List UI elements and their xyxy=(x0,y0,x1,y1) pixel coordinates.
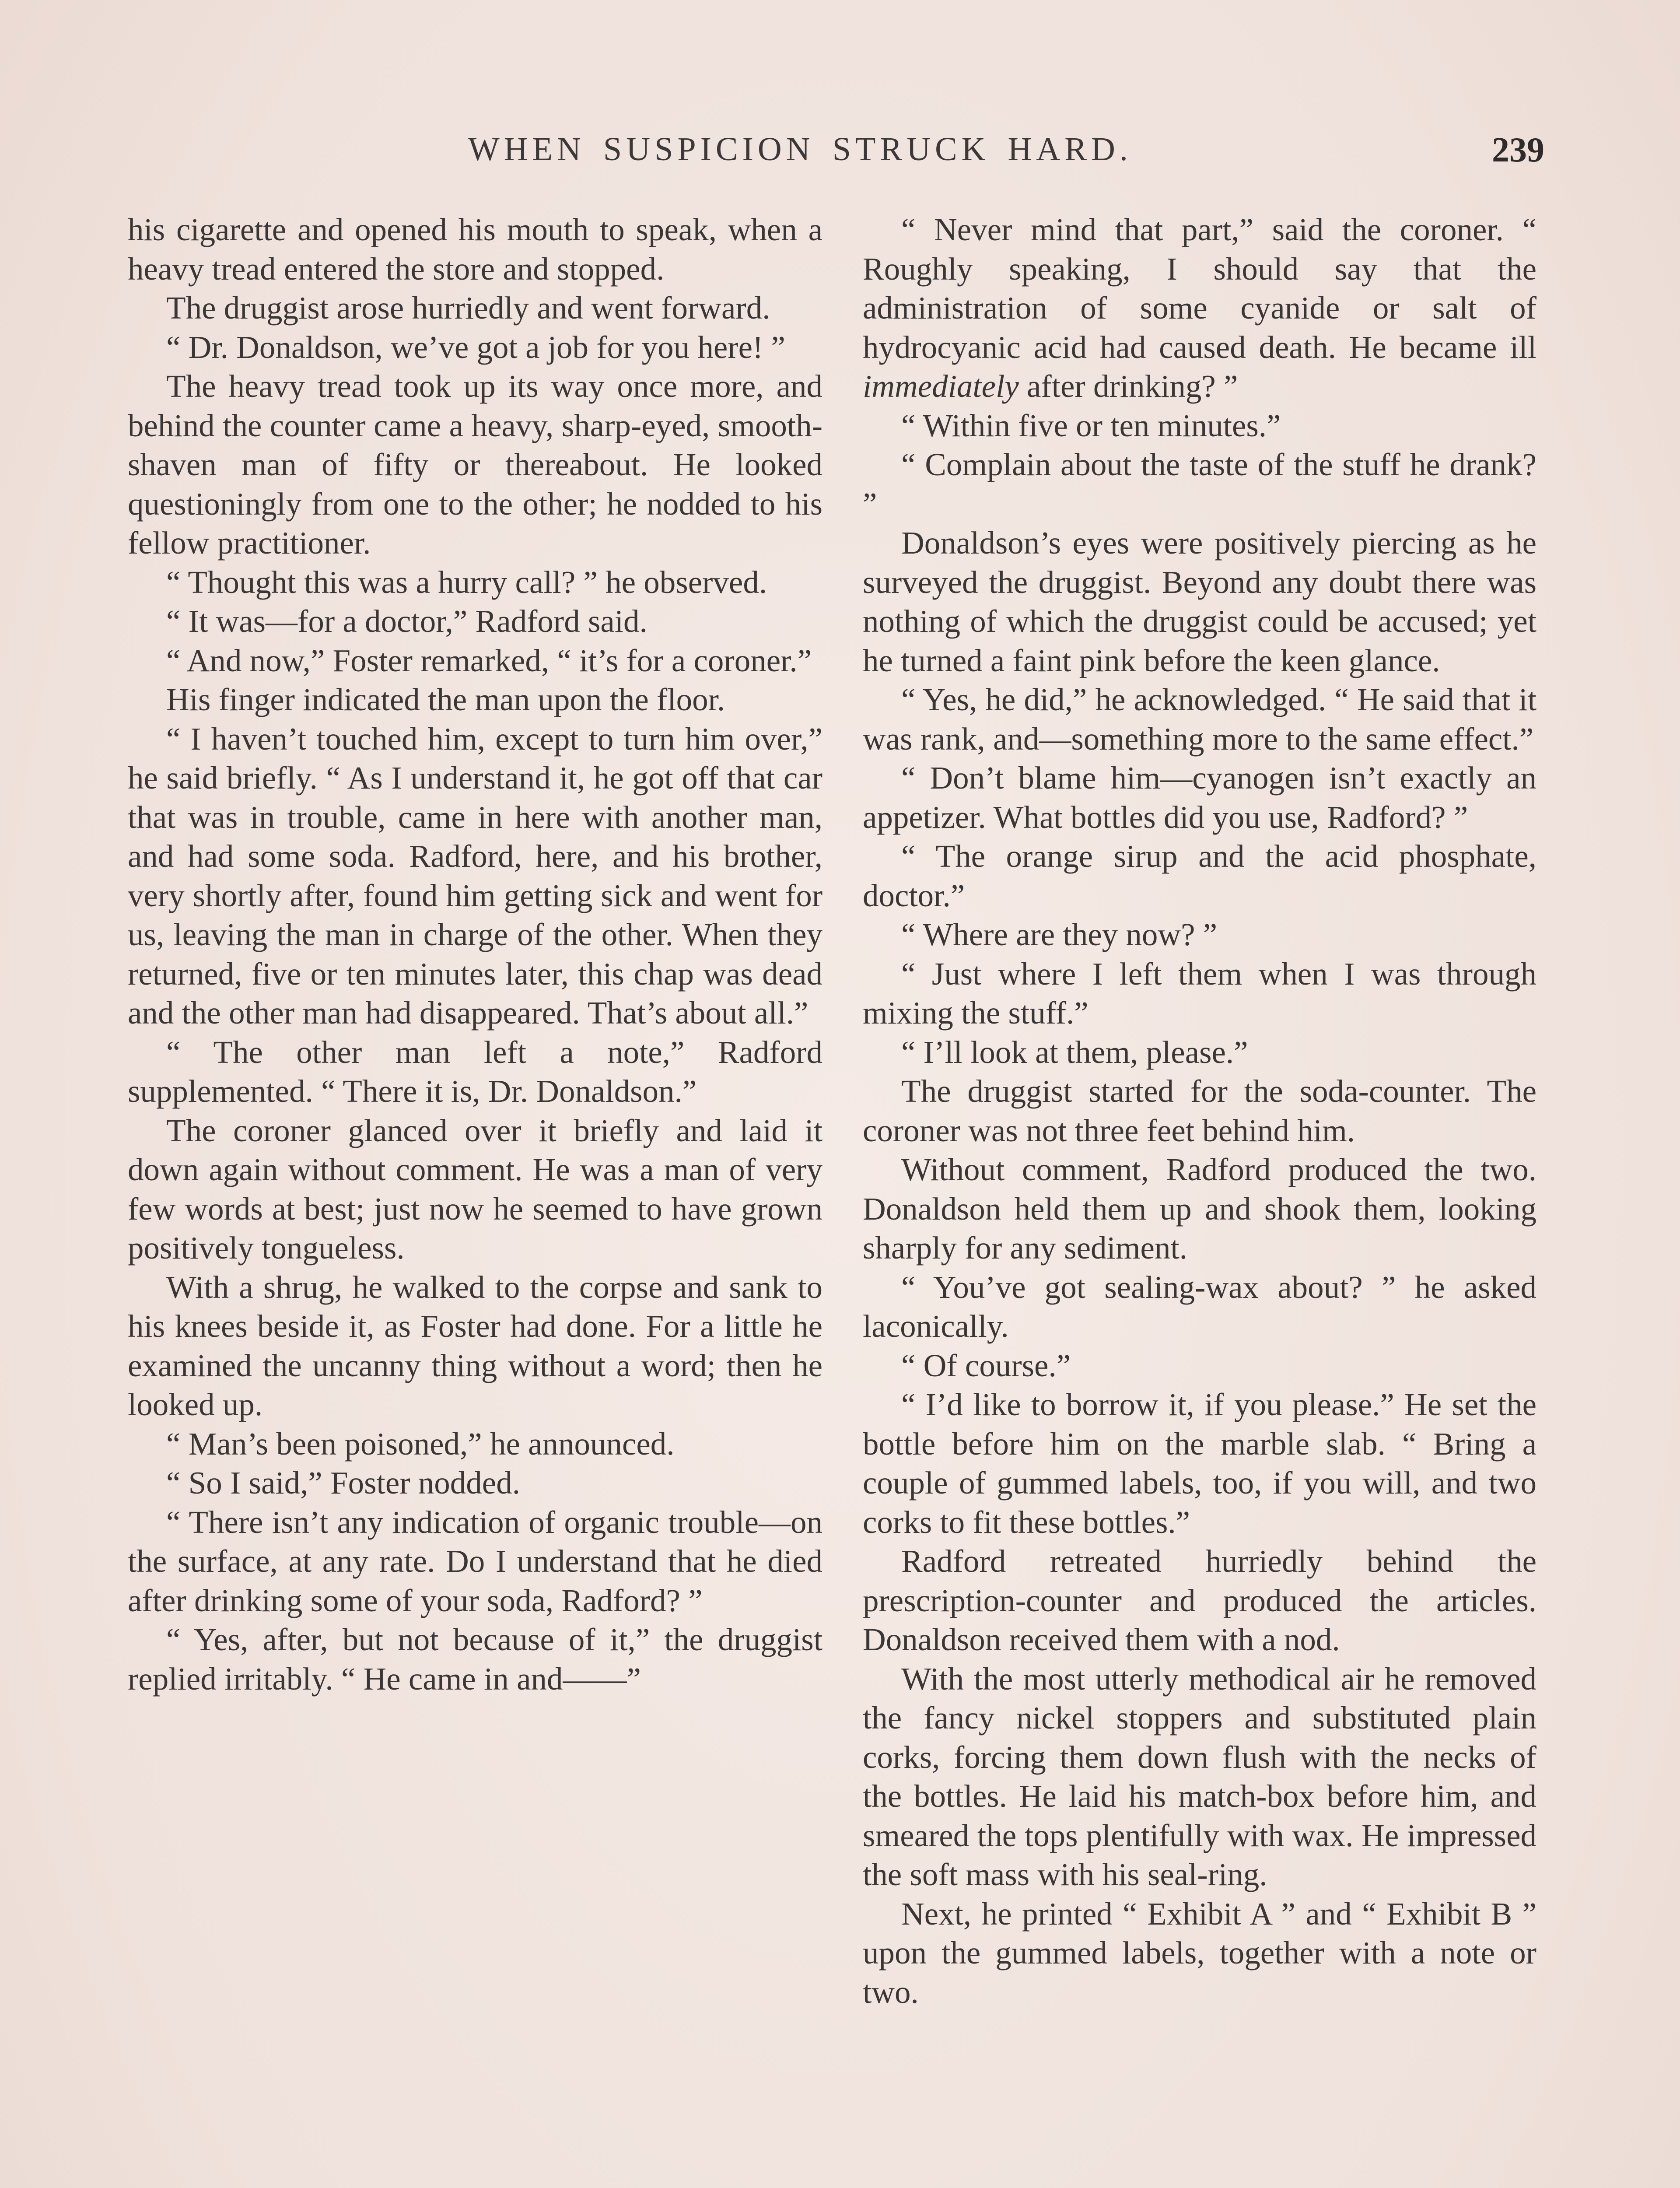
paragraph: “ Don’t blame him—cyanogen isn’t exactly an appetizer. What bottles did you use, Radford? ” xyxy=(863,760,1536,835)
paragraph: “ I haven’t touched him, except to turn him over,” he said briefly. “ As I understand it, he got off that car that was in trouble, came in here with another man, and had some soda. Radford, here, and his brother, very shortly after, found him getting sick and went for us, leaving the man in charge of the other. When they returned, five or ten minutes later, this chap was dead and the other man had disappeared. That’s about all.” xyxy=(128,721,822,1031)
paragraph: “ Just where I left them when I was through mixing the stuff.” xyxy=(863,956,1536,1031)
paragraph: his cigarette and opened his mouth to speak, when a heavy tread entered the store and stopped. xyxy=(128,212,822,287)
paragraph: “ It was—for a doctor,” Radford said. xyxy=(166,603,648,639)
paragraph: Donaldson’s eyes were positively piercing as he surveyed the druggist. Beyond any doubt there was nothing of which the druggist could be accused; yet he turned a faint pink before the keen glance. xyxy=(863,525,1536,678)
page-header xyxy=(468,130,1544,179)
paragraph: “ You’ve got sealing-wax about? ” he asked laconically. xyxy=(863,1269,1536,1344)
page-number: 239 xyxy=(1492,131,1544,169)
paragraph: “ Yes, he did,” he acknowledged. “ He said that it was rank, and—something more to the same effect.” xyxy=(863,682,1536,757)
paragraph: The coroner glanced over it briefly and laid it down again without comment. He was a man of very few words at best; just now he seemed to have grown positively tongueless. xyxy=(128,1112,822,1266)
running-title: WHEN SUSPICION STRUCK HARD. xyxy=(468,131,1132,168)
left-column xyxy=(128,210,822,1698)
paragraph: Radford retreated hurriedly behind the prescription-counter and produced the articles. Donaldson received them with a nod. xyxy=(863,1543,1536,1657)
paragraph: “ Within five or ten minutes.” xyxy=(901,407,1281,443)
paragraph xyxy=(863,210,1536,406)
paragraph: His finger indicated the man upon the floor. xyxy=(166,682,725,717)
paragraph: “ I’d like to borrow it, if you please.” He set the bottle before him on the marble slab. “ Bring a couple of gummed labels, too, if you will, and two corks to fit these bottles.” xyxy=(863,1387,1536,1540)
paragraph: The heavy tread took up its way once more, and behind the counter came a heavy, sharp-eyed, smooth-shaven man of fifty or thereabout. He looked questioningly from one to the other; he nodded to his fellow practitioner. xyxy=(128,368,822,561)
paragraph: “ There isn’t any indication of organic trouble—on the surface, at any rate. Do I understand that he died after drinking some of your soda, Radford? ” xyxy=(128,1504,822,1618)
paragraph: “ Complain about the taste of the stuff he drank? ” xyxy=(863,447,1536,522)
paragraph: “ Yes, after, but not because of it,” the druggist replied irritably. “ He came in and——” xyxy=(128,1622,822,1697)
right-column xyxy=(863,210,1536,2012)
paragraph: “ The orange sirup and the acid phosphate, doctor.” xyxy=(863,838,1536,913)
italic-emphasis: immediately xyxy=(863,368,1019,404)
paragraph: With a shrug, he walked to the corpse and sank to his knees beside it, as Foster had done. For a little he examined the uncanny thing without a word; then he looked up. xyxy=(128,1269,822,1422)
paragraph-text: “ Never mind that part,” said the coroner. “ Roughly speaking, I should say that the administration of some cyanide or salt of hydrocyanic acid had caused death. He became ill xyxy=(863,212,1536,365)
paragraph: “ So I said,” Foster nodded. xyxy=(166,1465,520,1501)
paragraph: Without comment, Radford produced the two. Donaldson held them up and shook them, looking sharply for any sediment. xyxy=(863,1152,1536,1266)
paragraph: The druggist arose hurriedly and went forward. xyxy=(166,290,770,326)
paragraph: “ Dr. Donaldson, we’ve got a job for you here! ” xyxy=(166,329,785,365)
paragraph: “ I’ll look at them, please.” xyxy=(901,1034,1248,1070)
paragraph: Next, he printed “ Exhibit A ” and “ Exhibit B ” upon the gummed labels, together with a note or two. xyxy=(863,1896,1536,2010)
paragraph: “ The other man left a note,” Radford supplemented. “ There it is, Dr. Donaldson.” xyxy=(128,1034,822,1109)
paragraph-text: after drinking? ” xyxy=(1027,368,1238,404)
paragraph: “ Thought this was a hurry call? ” he observed. xyxy=(166,564,767,600)
paragraph: “ And now,” Foster remarked, “ it’s for a coroner.” xyxy=(166,642,812,678)
paragraph: “ Man’s been poisoned,” he announced. xyxy=(166,1426,675,1462)
paragraph: With the most utterly methodical air he removed the fancy nickel stoppers and substituted plain corks, forcing them down flush with the necks of the bottles. He laid his match-box before him, and smeared the tops plentifully with wax. He impressed the soft mass with his seal-ring. xyxy=(863,1661,1536,1892)
paragraph: “ Where are they now? ” xyxy=(901,917,1218,952)
paragraph: “ Of course.” xyxy=(901,1347,1071,1383)
paragraph: The druggist started for the soda-counter. The coroner was not three feet behind him. xyxy=(863,1073,1536,1148)
